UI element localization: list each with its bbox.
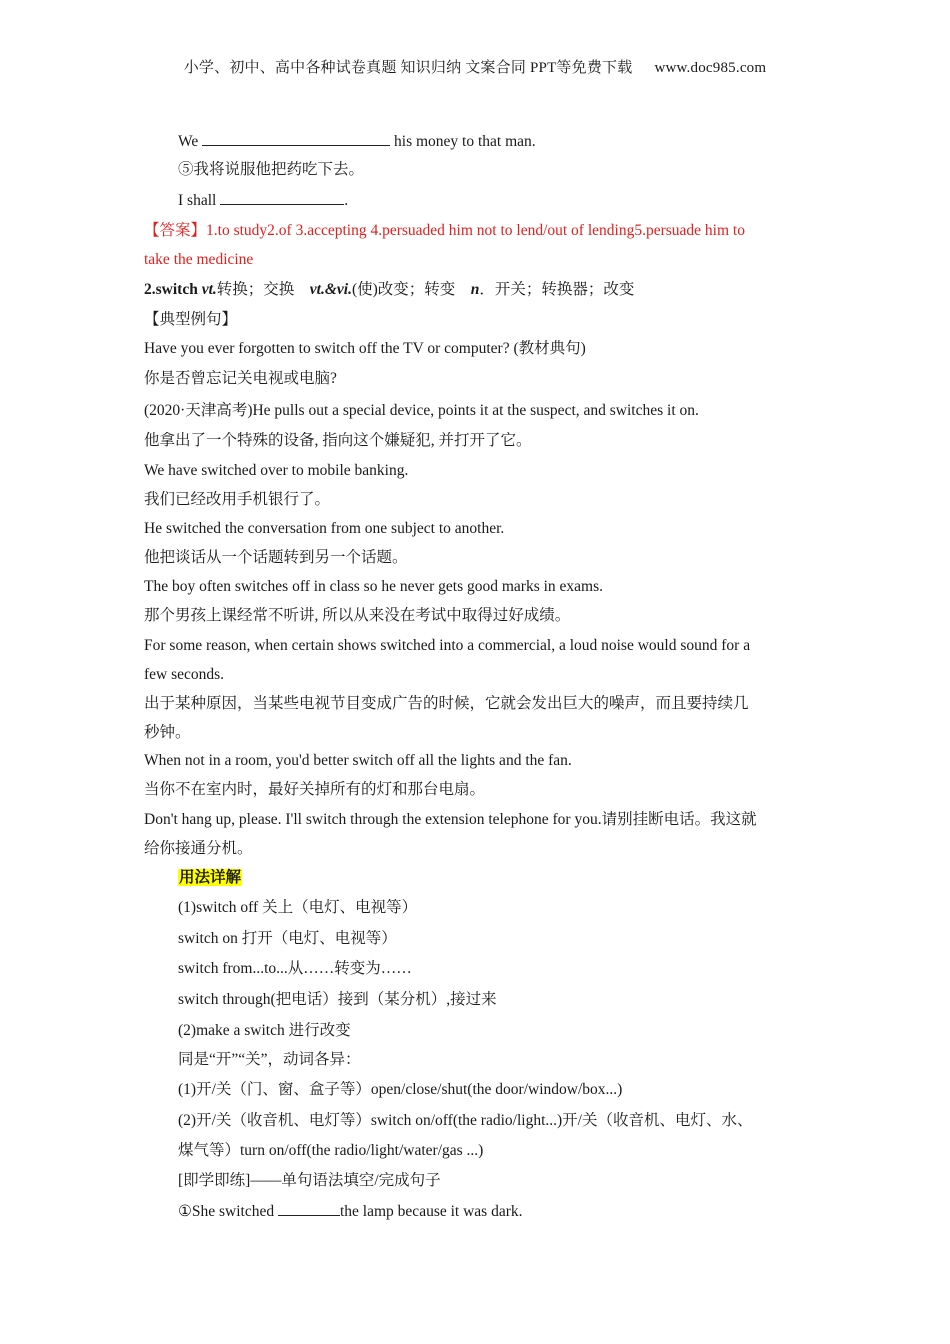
- example-line: 那个男孩上课经常不听讲, 所以从来没在考试中取得过好成绩。: [144, 607, 571, 624]
- example-line: 你是否曾忘记关电视或电脑?: [144, 370, 337, 387]
- entry-word: 2.switch: [144, 281, 198, 298]
- example-line: 我们已经改用手机银行了。: [144, 491, 331, 508]
- answer-label: 【答案】: [144, 222, 207, 239]
- usage-line: (1)switch off 关上（电灯、电视等）: [178, 899, 418, 916]
- entry-def-1: 转换；交换: [216, 281, 295, 298]
- vocab-entry: [144, 280, 634, 300]
- page-header: [0, 56, 950, 77]
- q4-end: his money to that man.: [394, 133, 536, 150]
- usage-title: [178, 868, 242, 888]
- usage-line: switch on 打开（电灯、电视等）: [178, 930, 397, 947]
- example-line: Have you ever forgotten to switch off the TV or computer? (教材典句): [144, 340, 586, 357]
- usage-title-text: 用法详解: [179, 869, 242, 886]
- q1-end: the lamp because it was dark.: [340, 1203, 523, 1220]
- example-line: 当你不在室内时，最好关掉所有的灯和那台电扇。: [144, 781, 486, 798]
- entry-pos-3: n: [470, 281, 480, 298]
- answer-blank: [220, 190, 344, 205]
- example-line: For some reason, when certain shows switched into a commercial, a loud noise would sound for a: [144, 637, 751, 654]
- usage-line: 煤气等）turn on/off(the radio/light/water/gas ...): [178, 1142, 484, 1159]
- usage-line: switch through(把电话）接到（某分机）,接过来: [178, 991, 497, 1008]
- usage-line: [即学即练]——单句语法填空/完成句子: [178, 1172, 441, 1189]
- example-line: 他拿出了一个特殊的设备, 指向这个嫌疑犯, 并打开了它。: [144, 432, 532, 449]
- usage-line: (1)开/关（门、窗、盒子等）open/close/shut(the door/window/box...): [178, 1081, 623, 1098]
- exercise-q5-line: [178, 190, 348, 211]
- answer-blank: [202, 131, 390, 146]
- q5-end: .: [344, 192, 349, 209]
- entry-def-3: ．开关；转换器；改变: [479, 281, 635, 298]
- exercise-q1-line: [178, 1201, 523, 1222]
- header-url[interactable]: www.doc985.com: [654, 60, 767, 76]
- q5-start: I shall: [178, 192, 217, 209]
- exercise-q5-cn: ⑤我将说服他把药吃下去。: [178, 161, 365, 178]
- answer-line-2: take the medicine: [144, 251, 254, 268]
- answer-text-1: 1.to study2.of 3.accepting 4.persuaded him not to lend/out of lending5.persuade him to: [206, 222, 745, 239]
- header-text: 小学、初中、高中各种试卷真题 知识归纳 文案合同 PPT等免费下载: [183, 60, 633, 76]
- example-line: 他把谈话从一个话题转到另一个话题。: [144, 549, 408, 566]
- entry-def-2: (使)改变；转变: [351, 281, 456, 298]
- example-line: few seconds.: [144, 666, 225, 683]
- usage-line: (2)make a switch 进行改变: [178, 1022, 351, 1039]
- example-line: Don't hang up, please. I'll switch through the extension telephone for you.请别挂断电话。我这就: [144, 811, 757, 828]
- usage-line: (2)开/关（收音机、电灯等）switch on/off(the radio/light...)开/关（收音机、电灯、水、: [178, 1112, 753, 1129]
- usage-line: 同是“开”“关”，动词各异：: [178, 1051, 361, 1068]
- example-line: He switched the conversation from one subject to another.: [144, 520, 505, 537]
- q1-start: ①She switched: [178, 1203, 275, 1220]
- answer-blank: [278, 1201, 340, 1216]
- usage-line: switch from...to...从……转变为……: [178, 960, 412, 977]
- example-line: (2020·天津高考)He pulls out a special device, points it at the suspect, and switches it on.: [144, 402, 699, 419]
- entry-pos-1: vt.: [201, 281, 217, 298]
- q4-start: We: [178, 133, 199, 150]
- examples-title: 【典型例句】: [144, 311, 238, 328]
- example-line: 出于某种原因，当某些电视节目变成广告的时候，它就会发出巨大的噪声，而且要持续几: [144, 695, 749, 712]
- exercise-q4-line: [178, 131, 536, 152]
- example-line: 给你接通分机。: [144, 840, 253, 857]
- example-line: 秒钟。: [144, 724, 191, 741]
- answer-line-1: [144, 221, 745, 241]
- example-line: We have switched over to mobile banking.: [144, 462, 409, 479]
- example-line: The boy often switches off in class so he never gets good marks in exams.: [144, 578, 604, 595]
- example-line: When not in a room, you'd better switch off all the lights and the fan.: [144, 752, 572, 769]
- entry-pos-2: vt.&vi.: [309, 281, 352, 298]
